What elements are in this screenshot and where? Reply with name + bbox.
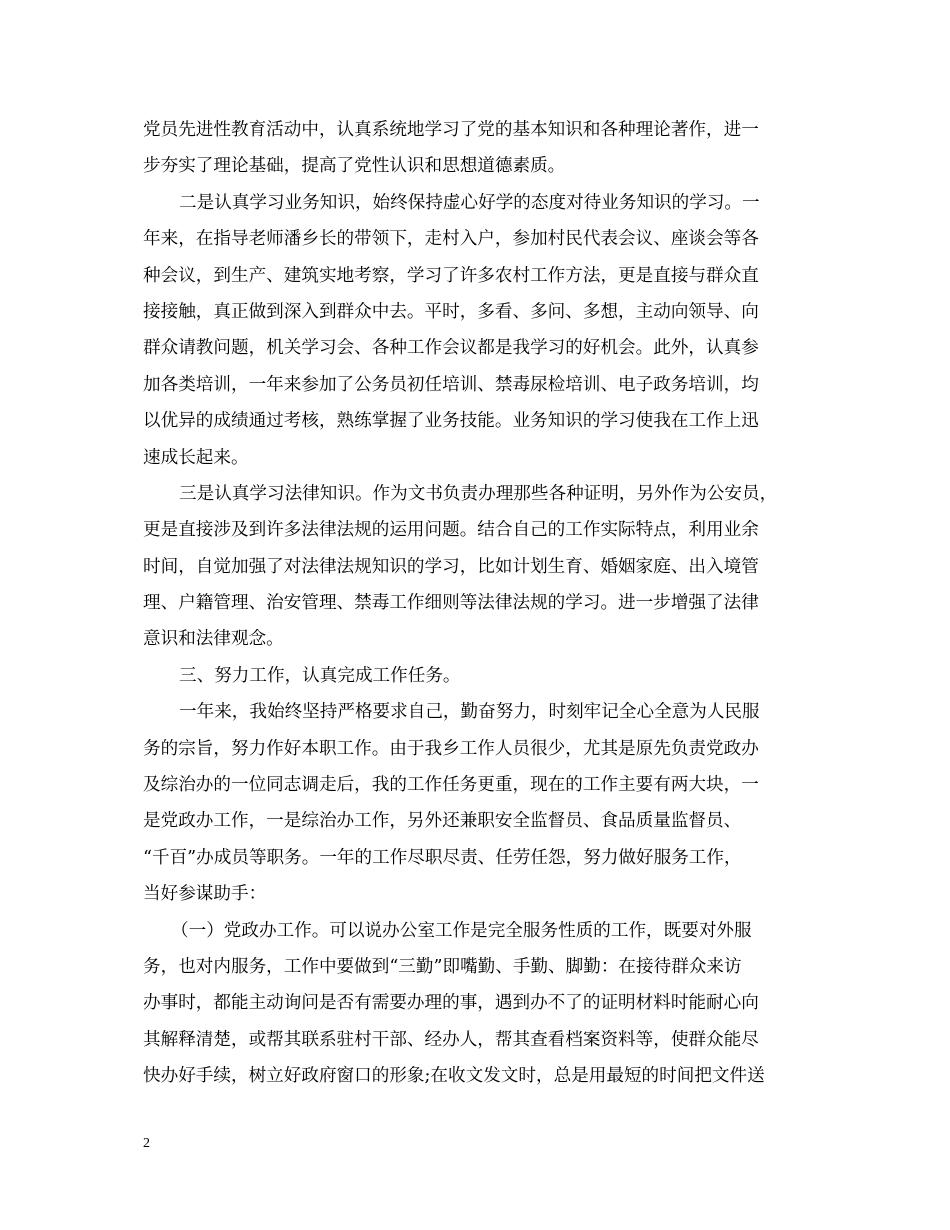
text-line: 加各类培训，一年来参加了公务员初任培训、禁毒尿检培训、电子政务培训，均 bbox=[143, 374, 759, 395]
text-line: 务，也对内服务，工作中要做到“三勤”即嘴勤、手勤、脚勤：在接待群众来访 bbox=[143, 956, 742, 977]
section-heading: 三、努力工作，认真完成工作任务。 bbox=[179, 665, 461, 686]
text-line: 快办好手续，树立好政府窗口的形象;在收文发文时，总是用最短的时间把文件送 bbox=[143, 1066, 765, 1087]
text-line: 年来，在指导老师潘乡长的带领下，走村入户，参加村民代表会议、座谈会等各 bbox=[143, 229, 759, 250]
text-line: 接接触，真正做到深入到群众中去。平时，多看、多问、多想，主动向领导、向 bbox=[143, 301, 759, 322]
text-line: 步夯实了理论基础，提高了党性认识和思想道德素质。 bbox=[143, 156, 566, 177]
paragraph-start-line: 三是认真学习法律知识。作为文书负责办理那些各种证明，另外作为公安员， bbox=[179, 483, 778, 504]
page-number: 2 bbox=[143, 1136, 150, 1151]
paragraph-start-line: 一年来，我始终坚持严格要求自己，勤奋努力，时刻牢记全心全意为人民服 bbox=[179, 702, 760, 723]
text-line: 更是直接涉及到许多法律法规的运用问题。结合自己的工作实际特点，利用业余 bbox=[143, 520, 759, 541]
text-line: “千百”办成员等职务。一年的工作尽职尽责、任劳任怨，努力做好服务工作， bbox=[143, 847, 742, 868]
document-body bbox=[143, 112, 805, 1095]
paragraph-start-line: 二是认真学习业务知识，始终保持虚心好学的态度对待业务知识的学习。一 bbox=[179, 192, 760, 213]
text-line: 意识和法律观念。 bbox=[143, 629, 284, 650]
text-line: 办事时，都能主动询问是否有需要办理的事，遇到办不了的证明材料时能耐心向 bbox=[143, 993, 759, 1014]
text-line: 以优异的成绩通过考核，熟练掌握了业务技能。业务知识的学习使我在工作上迅 bbox=[143, 411, 759, 432]
text-line: 是党政办工作，一是综治办工作，另外还兼职安全监督员、食品质量监督员、 bbox=[143, 811, 742, 832]
text-line: 理、户籍管理、治安管理、禁毒工作细则等法律法规的学习。进一步增强了法律 bbox=[143, 593, 759, 614]
text-line: 种会议，到生产、建筑实地考察，学习了许多农村工作方法，更是直接与群众直 bbox=[143, 265, 759, 286]
text-line: 当好参谋助手： bbox=[143, 884, 267, 905]
text-line: 时间，自觉加强了对法律法规知识的学习，比如计划生育、婚姻家庭、出入境管 bbox=[143, 556, 759, 577]
paragraph-start-line: （一）党政办工作。可以说办公室工作是完全服务性质的工作，既要对外服 bbox=[171, 920, 752, 941]
text-line: 速成长起来。 bbox=[143, 447, 249, 468]
text-line: 其解释清楚，或帮其联系驻村干部、经办人，帮其查看档案资料等，使群众能尽 bbox=[143, 1029, 759, 1050]
text-line: 务的宗旨，努力作好本职工作。由于我乡工作人员很少，尤其是原先负责党政办 bbox=[143, 738, 759, 759]
text-line: 及综治办的一位同志调走后，我的工作任务更重，现在的工作主要有两大块，一 bbox=[143, 775, 759, 796]
text-line: 党员先进性教育活动中，认真系统地学习了党的基本知识和各种理论著作，进一 bbox=[143, 120, 759, 140]
text-line: 群众请教问题，机关学习会、各种工作会议都是我学习的好机会。此外，认真参 bbox=[143, 338, 759, 359]
